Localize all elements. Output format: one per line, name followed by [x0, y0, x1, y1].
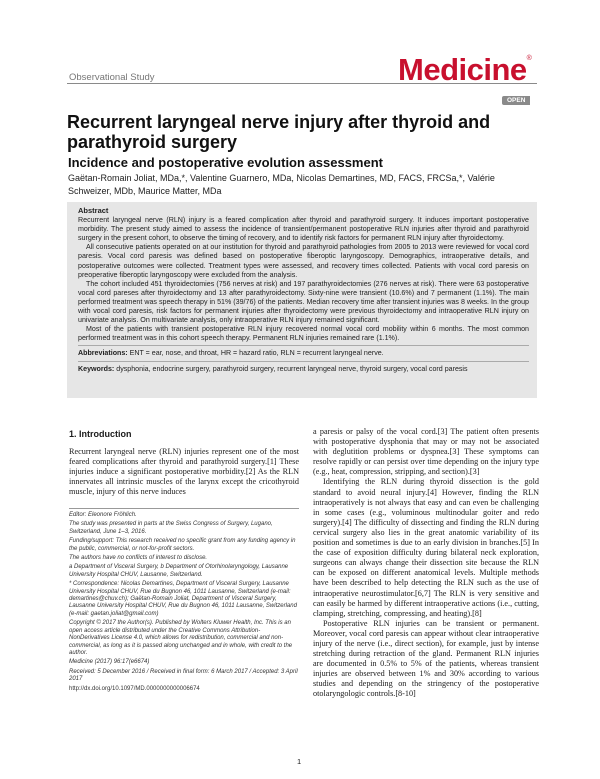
keywords-text: dysphonia, endocrine surgery, parathyroid surgery, recurrent laryngeal nerve, thyroid surgery, vocal cord paresis — [116, 364, 468, 373]
abstract-paragraph: The cohort included 451 thyroidectomies (756 nerves at risk) and 197 parathyroidectomies (276 nerves at risk). There were 63 postoperative vocal cord pareses after thyroidectomy and 13 after parathyroidectomy. Sixty-nine were transient (10.6%) and 7 permanent (1.1%). The main performed treatment was speech therapy in 51% (39/76) of the patients. Median recovery time after transient injuries was 8 weeks. In the group with vocal cord paresis, risk factors for permanent injuries after thyroidectomy were previous thyroidectomy and intraoperative RLN injury on univariate analysis. On multivariate analysis, only intraoperative RLN injury remained significant. — [78, 279, 529, 325]
journal-logo — [398, 52, 531, 88]
footnote-presented: The study was presented in parts at the Swiss Congress of Surgery, Lugano, Switzerland, June 1–3, 2016. — [69, 521, 273, 535]
footnote-rule — [69, 508, 299, 509]
abstract-paragraph: Recurrent laryngeal nerve (RLN) injury is a feared complication after thyroid and parathyroid surgery. It induces important postoperative morbidity. The present study aimed to assess the incidence of transient/permanent postoperative RLN injuries after thyroid and parathyroid surgery in the present cohort, to observe the timing of recovery, and to identify risk factors for permanent RLN injury after thyroidectomy. — [78, 216, 529, 243]
abstract-paragraph: All consecutive patients operated on at our institution for thyroid and parathyroid pathologies from 2005 to 2013 were reviewed for vocal cord paresis. Vocal cord paresis was defined based on postoperative fiberoptic laryngoscopy. Demographics, intraoperative details, and postoperative outcomes were collected. Treatment types were assessed, and recovery times collected. Patients with vocal cord paresis on preoperative fiberoptic laryngoscopy were excluded from the analysis. — [78, 243, 529, 279]
abstract-heading: Abstract — [78, 206, 109, 215]
keywords — [78, 365, 529, 374]
article-subtitle: Incidence and postoperative evolution assessment — [68, 155, 383, 170]
footnote-affiliations: a Department of Visceral Surgery, b Department of Otorhinolaryngology, Lausanne University Hospital CHUV, Lausanne, Switzerland. — [69, 564, 289, 578]
abstract-box — [67, 202, 537, 398]
footnote-correspondence: * Correspondence: Nicolas Demartines, Department of Visceral Surgery, Lausanne University Hospital CHUV, Rue du Bugnon 46, 1011 Lausanne, Switzerland (e-mail: demartines@chuv.ch); Gaëtan-Romain Joliat, Department of Visceral Surgery, Lausanne University Hospital CHUV, Rue du Bugnon 46, 1011 Lausanne, Switzerland (e-mail: gaetan.joliat@gmail.com) — [69, 581, 297, 617]
section-heading: 1. Introduction — [69, 429, 132, 439]
paragraph: a paresis or palsy of the vocal cord.[3] The patient often presents with postoperative dysphonia that may or may not be associated with deglutition problems or dyspnea.[3] These symptoms can resolve rapidly or can persist over time depending on the injury type (e.g., heat, compression, stripping, and section).[3] — [313, 427, 539, 477]
author-list: Gaëtan-Romain Joliat, MDa,*, Valentine Guarnero, MDa, Nicolas Demartines, MD, FACS, FRCSa,*, Valérie Schweizer, MDb, Maurice Matter, MDa — [68, 173, 495, 196]
journal-name: Medicine — [398, 52, 527, 87]
right-column — [313, 427, 539, 700]
abstract-divider — [78, 345, 529, 346]
abstract-divider — [78, 361, 529, 362]
doi-link[interactable]: http://dx.doi.org/10.1097/MD.0000000000006674 — [69, 685, 200, 692]
footnote-copyright: Copyright © 2017 the Author(s). Published by Wolters Kluwer Health, Inc. This is an open access article distributed under the Creative Commons Attribution-NonDerivatives License 4.0, which allows for redistribution, commercial and non-commercial, as long as it is passed along unchanged and in whole, with credit to the author. — [69, 620, 293, 656]
article-title: Recurrent laryngeal nerve injury after thyroid and parathyroid surgery — [67, 112, 491, 152]
paragraph: Postoperative RLN injuries can be transient or permanent. Moreover, vocal cord paresis can appear without clear intraoperative injury of the nerve (i.e., direct section), for example, just by intense stretching during retraction of the gland. Permanent RLN injuries are documented in 0.5% to 5% of the patients, whereas transient injuries are observed between 1% and 30% according to various studies and depending on the stringency of the postoperative otolaryngologic controls.[8-10] — [313, 618, 539, 699]
section-label: Observational Study — [69, 72, 155, 83]
keywords-label: Keywords: — [78, 364, 115, 373]
footnote-funding: Funding/support: This research received no specific grant from any funding agency in the public, commercial, or not-for-profit sectors. — [69, 538, 296, 552]
abbreviations-label: Abbreviations: — [78, 349, 128, 358]
abbreviations-text: ENT = ear, nose, and throat, HR = hazard ratio, RLN = recurrent laryngeal nerve. — [129, 349, 384, 358]
footnote-conflicts: The authors have no conflicts of interest to disclose. — [69, 555, 208, 562]
footnote-received: Received: 5 December 2016 / Received in final form: 6 March 2017 / Accepted: 3 April 2017 — [69, 668, 298, 683]
body-text — [69, 447, 299, 497]
footnote-citation: Medicine (2017) 96:17(e6674) — [69, 659, 150, 666]
abbreviations — [78, 349, 529, 358]
left-column — [69, 429, 299, 497]
footnote-editor: Editor: Eleonore Fröhlich. — [69, 512, 137, 518]
open-access-badge: OPEN — [502, 96, 530, 105]
trademark: ® — [526, 55, 532, 62]
abstract-paragraph: Most of the patients with transient postoperative RLN injury recovered normal vocal cord mobility within 6 months. The most common performed treatment was in this cohort speech therapy. Permanent RLN injuries remained rare (1.1%). — [78, 325, 529, 343]
footnotes — [69, 508, 299, 695]
paragraph: Recurrent laryngeal nerve (RLN) injuries represent one of the most feared complications after thyroid and parathyroid surgery.[1] These injuries induce a significant postoperative morbidity.[2] As the RLN innervates all intrinsic muscles of the larynx except the cricothyroid muscle, injury of this nerve induces — [69, 447, 299, 497]
page-number: 1 — [297, 757, 302, 766]
paragraph: Identifying the RLN during thyroid dissection is the gold standard to avoid neural injury.[4] However, finding the RLN intraoperatively is not always that easy and can even be challenging in some cases (e.g., voluminous multinodular goiter and redo surgery).[4] The difficulty of dissecting and finding the RLN during cervical surgery also lies in the great anatomic variability of its position and sometimes is due to an early division in branches.[5] In the case of exposition difficulty during bilateral neck exploration, surgeons can always change their dissection site because the RLN can be exposed on different anatomical levels. Multiple methods have been described to help detecting the RLN such as the use of intraoperative neurostimulator.[6,7] The RLN is very sensitive and can easily be harmed by different intraoperative actions (i.e., cutting, clamping, stretching, compressing, and heating).[8] — [313, 477, 539, 618]
